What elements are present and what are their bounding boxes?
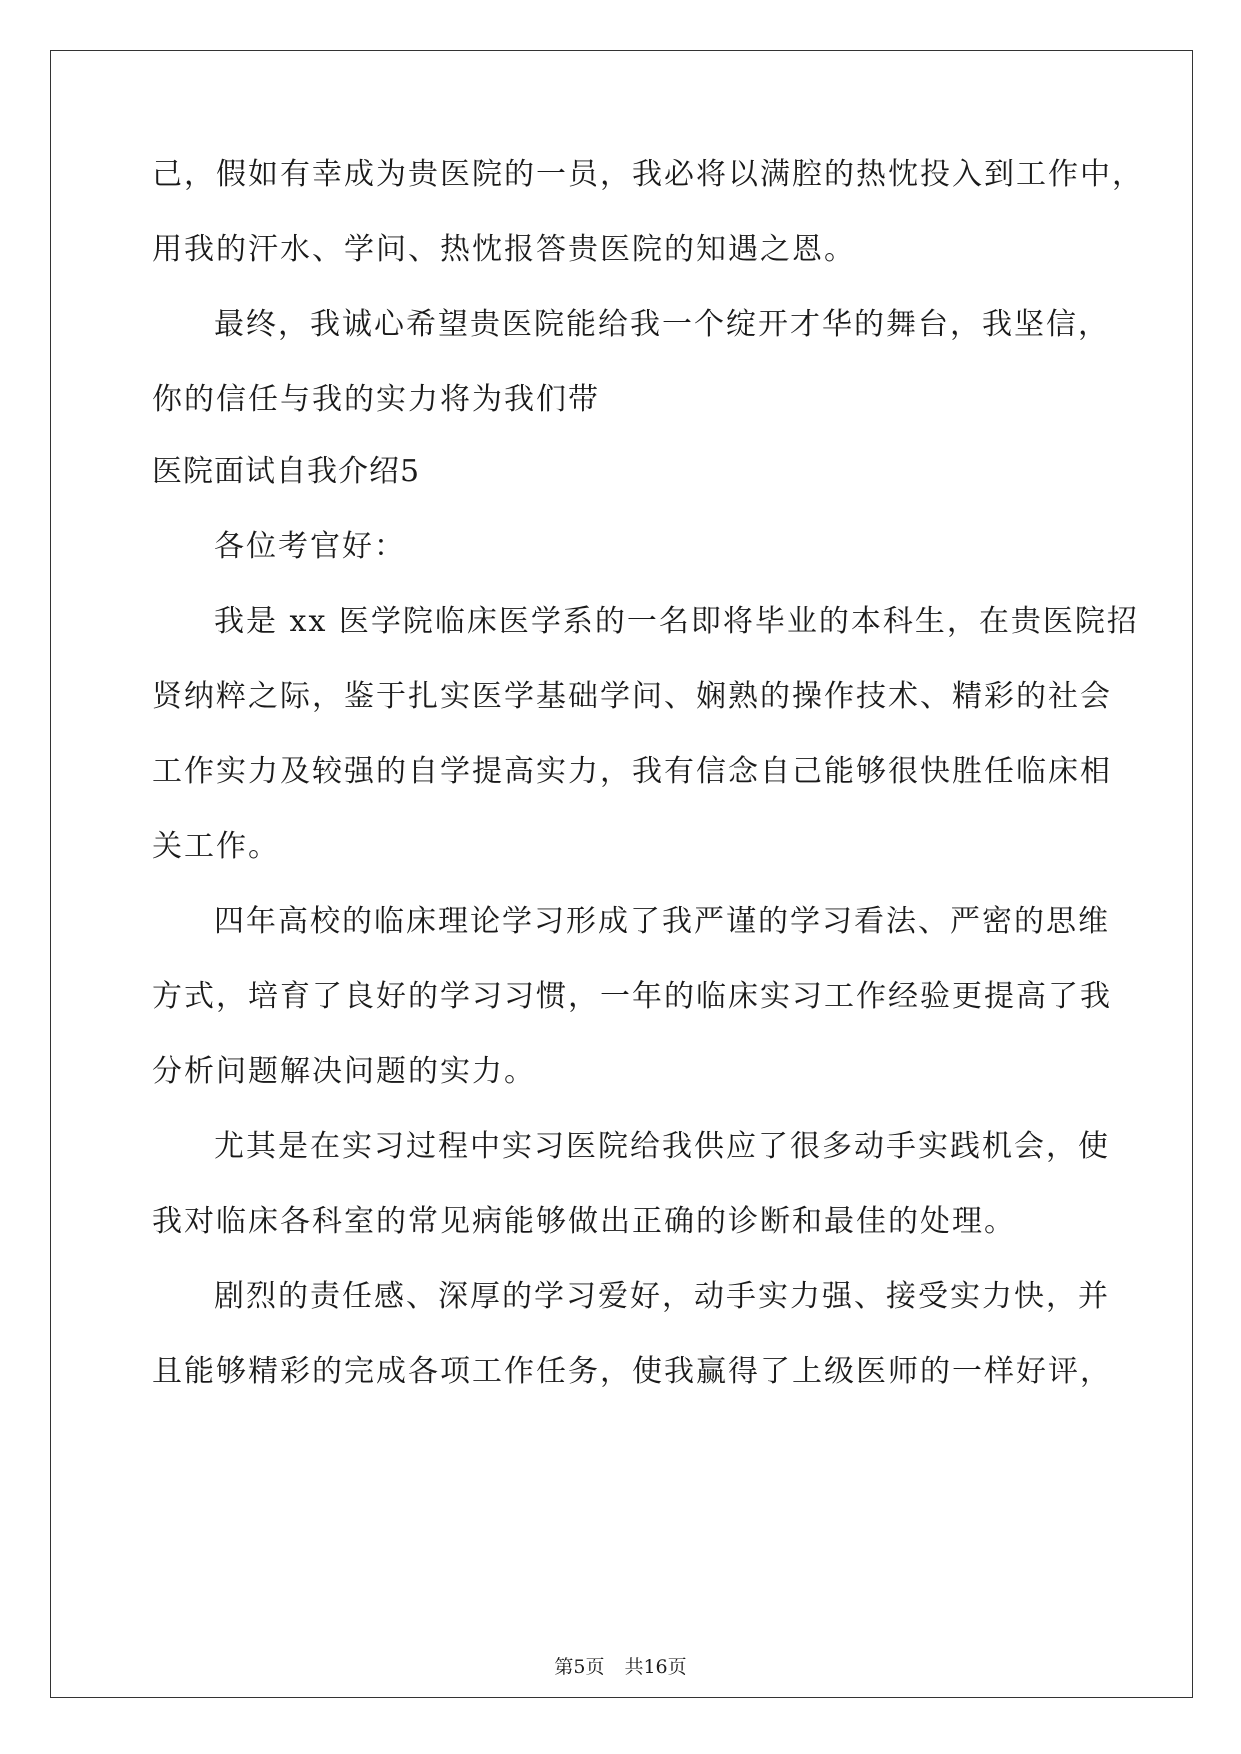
body-line-14: 尤其是在实习过程中实习医院给我供应了很多动手实践机会，使 [214,1129,1110,1164]
salutation: 各位考官好： [214,529,406,564]
body-line-1: 己，假如有幸成为贵医院的一员，我必将以满腔的热忱投入到工作中， [152,157,1144,192]
page-total: 共16页 [624,1656,687,1678]
page-number: 第5页 [554,1656,605,1678]
body-line-15: 我对临床各科室的常见病能够做出正确的诊断和最佳的处理。 [152,1204,1016,1239]
body-line-13: 分析问题解决问题的实力。 [152,1054,536,1089]
page-border [50,50,1193,1698]
body-line-12: 方式，培育了良好的学习习惯，一年的临床实习工作经验更提高了我 [152,979,1112,1014]
body-line-4: 你的信任与我的实力将为我们带 [152,382,600,417]
body-line-16: 剧烈的责任感、深厚的学习爱好，动手实力强、接受实力快，并 [214,1279,1110,1314]
body-line-11: 四年高校的临床理论学习形成了我严谨的学习看法、严密的思维 [214,904,1110,939]
body-line-10: 关工作。 [152,829,280,864]
page-footer [0,1655,1241,1679]
body-line-3: 最终，我诚心希望贵医院能给我一个绽开才华的舞台，我坚信， [214,307,1110,342]
body-line-7: 我是 xx 医学院临床医学系的一名即将毕业的本科生，在贵医院招 [214,604,1139,639]
body-line-17: 且能够精彩的完成各项工作任务，使我赢得了上级医师的一样好评， [152,1354,1112,1389]
body-line-2: 用我的汗水、学问、热忱报答贵医院的知遇之恩。 [152,232,856,267]
body-line-8: 贤纳粹之际，鉴于扎实医学基础学问、娴熟的操作技术、精彩的社会 [152,679,1112,714]
section-heading: 医院面试自我介绍5 [152,454,421,489]
body-line-9: 工作实力及较强的自学提高实力，我有信念自己能够很快胜任临床相 [152,754,1112,789]
